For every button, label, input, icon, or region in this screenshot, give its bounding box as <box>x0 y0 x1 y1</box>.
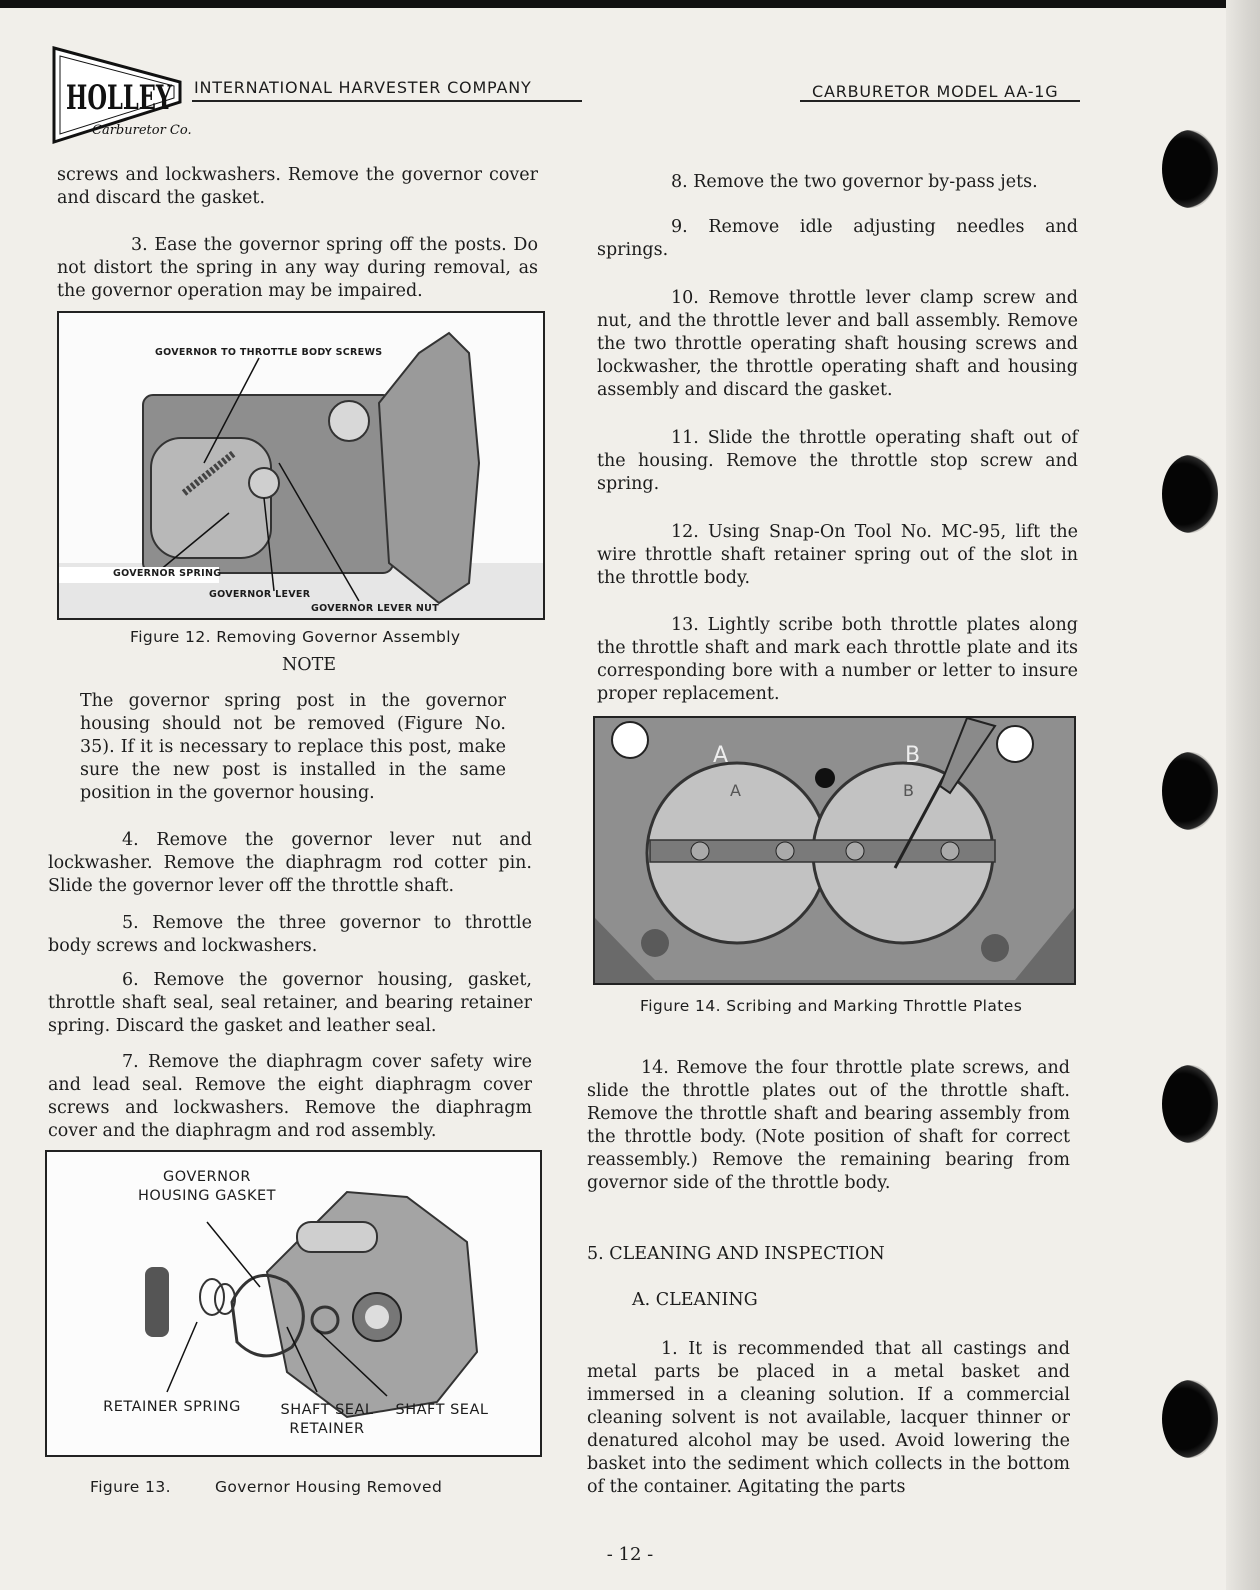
figure-13-caption-text: Governor Housing Removed <box>215 1478 443 1496</box>
paragraph-step-7: 7. Remove the diaphragm cover safety wire and lead seal. Remove the eight diaphragm cover screws and lockwashers. Remove the diaphragm cover and the diaphragm and rod assembly. <box>48 1052 532 1141</box>
section-heading-cleaning-inspection: 5. CLEANING AND INSPECTION <box>587 1244 885 1264</box>
punch-hole <box>1162 752 1218 830</box>
label-seal-retainer-line2: RETAINER <box>289 1421 365 1437</box>
label-governor-spring: GOVERNOR SPRING <box>113 568 222 579</box>
paragraph-step-9: 9. Remove idle adjusting needles and springs. <box>597 217 1078 260</box>
throttle-plates-photo <box>595 718 1074 983</box>
plate-b-label: B <box>903 781 914 800</box>
label-governor-lever-nut: GOVERNOR LEVER NUT <box>311 603 439 614</box>
label-seal-retainer-line1: SHAFT SEAL <box>280 1402 374 1418</box>
page-number: - 12 - <box>606 1544 654 1565</box>
bore-b-label: B <box>905 743 921 768</box>
label-gasket-line2: HOUSING GASKET <box>138 1188 276 1204</box>
label-retainer-spring: RETAINER SPRING <box>103 1399 241 1415</box>
label-governor-screws: GOVERNOR TO THROTTLE BODY SCREWS <box>155 347 383 358</box>
header-rule-left <box>192 100 582 102</box>
note-title: NOTE <box>281 655 337 675</box>
label-shaft-seal: SHAFT SEAL <box>395 1402 489 1418</box>
paragraph-step-12: 12. Using Snap-On Tool No. MC-95, lift the wire throttle shaft retainer spring out of the slot in the throttle body. <box>597 522 1078 588</box>
paragraph-step-4: 4. Remove the governor lever nut and lockwasher. Remove the diaphragm rod cotter pin. Slide the governor lever off the throttle shaft. <box>48 830 532 896</box>
punch-hole <box>1162 1380 1218 1458</box>
note-text: The governor spring post in the governor housing should not be removed (Figure No. 35). If it is necessary to replace this post, make sure the new post is installed in the same position in the governor housing. <box>80 691 506 803</box>
page-right-edge <box>1226 0 1260 1590</box>
paragraph-step-8: 8. Remove the two governor by-pass jets. <box>671 172 1038 192</box>
figure-14-caption: Figure 14. Scribing and Marking Throttle Plates <box>640 997 1023 1015</box>
figure-12-caption: Figure 12. Removing Governor Assembly <box>130 628 461 646</box>
label-gasket-line1: GOVERNOR <box>163 1169 251 1185</box>
figure-14 <box>593 716 1076 985</box>
figure-13 <box>45 1150 542 1457</box>
plate-a-label: A <box>730 781 741 800</box>
carburetor-model: CARBURETOR MODEL AA-1G <box>812 82 1059 101</box>
figure-13-caption-number: Figure 13. <box>90 1478 171 1496</box>
punch-hole <box>1162 455 1218 533</box>
figure-12 <box>57 311 545 620</box>
label-governor-lever: GOVERNOR LEVER <box>209 589 311 600</box>
subsection-heading-cleaning: A. CLEANING <box>632 1290 758 1310</box>
header-rule-right <box>800 100 1080 102</box>
logo-subtext: Carburetor Co. <box>92 123 192 138</box>
punch-hole <box>1162 130 1218 208</box>
punch-hole <box>1162 1065 1218 1143</box>
holley-logo <box>52 46 192 144</box>
paragraph-step-11: 11. Slide the throttle operating shaft out of the housing. Remove the throttle stop screw and spring. <box>597 428 1078 494</box>
company-name: INTERNATIONAL HARVESTER COMPANY <box>194 78 532 97</box>
paragraph-cleaning-1: 1. It is recommended that all castings and metal parts be placed in a metal basket and immersed in a cleaning solution. If a commercial cleaning solvent is not available, lacquer thinner or denatured alcohol may be used. Avoid lowering the basket into the sediment which collects in the bottom of the container. Agitating the parts <box>587 1339 1070 1497</box>
paragraph-step-3: 3. Ease the governor spring off the posts. Do not distort the spring in any way during removal, as the governor operation may be impaired. <box>57 235 538 301</box>
paragraph-continued: screws and lockwashers. Remove the governor cover and discard the gasket. <box>57 165 538 208</box>
paragraph-step-10: 10. Remove throttle lever clamp screw and nut, and the throttle lever and ball assembly. Remove the two throttle operating shaft housing screws and lockwasher, the throttle operating shaft and housing assembly and discard the gasket. <box>597 288 1078 400</box>
paragraph-step-13: 13. Lightly scribe both throttle plates along the throttle shaft and mark each throttle plate and its corresponding bore with a number or letter to insure proper replacement. <box>597 615 1078 704</box>
paragraph-step-5: 5. Remove the three governor to throttle body screws and lockwashers. <box>48 913 532 956</box>
paragraph-step-6: 6. Remove the governor housing, gasket, throttle shaft seal, seal retainer, and bearing retainer spring. Discard the gasket and leather seal. <box>48 970 532 1036</box>
logo-wordmark: HOLLEY <box>66 78 173 118</box>
bore-a-label: A <box>713 743 729 768</box>
top-edge-bar <box>0 0 1260 8</box>
paragraph-step-14: 14. Remove the four throttle plate screws, and slide the throttle plates out of the throttle shaft. Remove the throttle shaft and bearing assembly from the throttle body. (Note position of shaft for correct reassembly.) Remove the remaining bearing from governor side of the throttle body. <box>587 1058 1070 1193</box>
